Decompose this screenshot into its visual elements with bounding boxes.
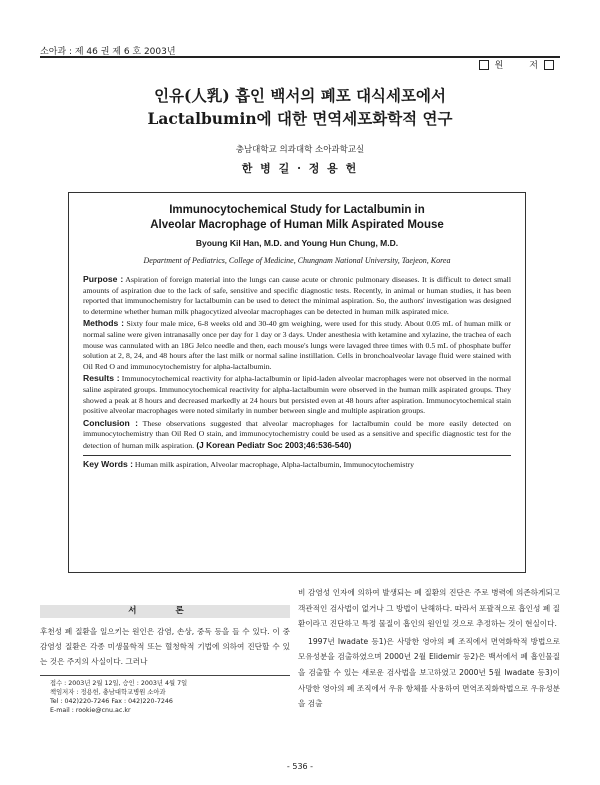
footnote xyxy=(40,675,290,715)
abstract-results xyxy=(83,373,511,416)
abstract-keywords xyxy=(83,459,511,471)
footnote-email: E-mail : rookie@cnu.ac.kr xyxy=(50,707,131,714)
english-title-line1: Immunocytochemical Study for Lactalbumin in xyxy=(169,204,425,216)
footnote-dates: 접수 : 2003년 2월 12일, 승인 : 2003년 4월 7일 xyxy=(50,680,188,687)
keywords-label: Key Words : xyxy=(83,458,133,469)
footnote-phone: Tel : 042)220-7246 Fax : 042)220-7246 xyxy=(50,698,173,705)
conclusion-label: Conclusion : xyxy=(83,417,138,428)
article-type xyxy=(479,58,554,71)
methods-text: Sixty four male mice, 6-8 weeks old and 30-40 gm weighing, were used for this study. About 0.05 mL of human milk or normal saline were given intranasally once per day for 1 day or 3 days. Under anesthesia with ketamine and xylazine, the trachea of each mouse was cannulated with an 18G Jelco needle and then, each mouse's lungs were lavaged three times with 0.5 mL of phosphate buffer solution at 2, 8, 24, and 48 hours after the last milk or normal saline instillation. Cells in bronchoalveolar lavage fluid were stained with Oil Red O and immunocytochemistry for alpha-lactalbumin. xyxy=(83,319,511,371)
methods-label: Methods : xyxy=(83,318,125,329)
abstract-box xyxy=(68,192,526,573)
abstract-conclusion xyxy=(83,418,511,452)
footnote-corresponding: 책임저자 : 정용헌, 충남대학교병원 소아과 xyxy=(50,689,166,696)
conclusion-text: These observations suggested that alveolar macrophages for lactalbumin could be more easily detected on immunocytochemistry than Oil Red O stain, and immunocytochemistry could be used as a sensitive and specific diagnostic test for the detection of human milk aspiration. xyxy=(83,418,511,450)
abstract-purpose xyxy=(83,274,511,317)
checkbox-original-end xyxy=(544,60,554,70)
journal-header: 소아과 : 제 46 권 제 6 호 2003년 xyxy=(40,47,176,57)
article-type-left: 원 xyxy=(494,61,504,71)
right-column xyxy=(298,585,560,714)
left-column xyxy=(40,593,290,715)
korean-title xyxy=(40,84,560,130)
article-type-right: 저 xyxy=(529,61,538,71)
keywords-text: Human milk aspiration, Alveolar macrophage, Alpha-lactalbumin, Immunocytochemistry xyxy=(132,459,415,469)
intro-heading: 서 론 xyxy=(40,605,290,618)
results-text: Immunocytochemical reactivity for alpha-lactalbumin or lipid-laden alveolar macrophages were not observed in the normal saline aspirated groups. Immunocytochemical reactivity for alpha-lactalbumin were observed in the human milk aspirated groups. They showed a peak at 8 hours and decreased markedly at 24 hours but persisted even at 48 hours after aspiration. Immunocytochemical stain positive alveolar macrophages were noted similarly in number between single and multiple aspiration groups. xyxy=(83,374,511,416)
results-label: Results : xyxy=(83,373,120,384)
purpose-label: Purpose : xyxy=(83,274,124,284)
korean-title-line1: 인유(人乳) 흡인 백서의 폐포 대식세포에서 xyxy=(154,86,446,105)
korean-affiliation: 충남대학교 의과대학 소아과학교실 xyxy=(235,145,365,155)
abstract-methods xyxy=(83,318,511,372)
korean-authors: 한 병 길 · 정 용 헌 xyxy=(241,162,359,175)
intro-right-paragraph-1: 비 감염성 인자에 의하여 발생되는 폐 질환의 진단은 주로 병력에 의존하게되고 객관적인 검사법이 없거나 그 방법이 난해하다. 따라서 포괄적으로 흡인성 폐 질환이라고 진단하고 특정 물질이 흡인의 원인일 것으로 추정하는 것이 현실이다. xyxy=(298,588,560,629)
intro-right-paragraph-2: 1997년 Iwadate 등1)은 사망한 영아의 폐 조직에서 면역화학적 방법으로 모유성분을 검출하였으며 2000년 2월 Elidemir 등2)은 백서에서 폐 흡인물질을 검출할 수 있는 새로운 검사법을 보고하였고 2000년 5월 Iwadate 등3)이 사망한 영아의 폐 조직에서 우유 항체를 사용하여 면역조직화학법으로 우유성분을 검출 xyxy=(298,636,560,709)
english-authors: Byoung Kil Han, M.D. and Young Hun Chung, M.D. xyxy=(195,238,399,248)
page-number: - 536 - xyxy=(286,762,314,771)
keywords-rule xyxy=(83,455,511,456)
citation: (J Korean Pediatr Soc 2003;46:536-540) xyxy=(194,439,352,450)
intro-left-paragraph: 후천성 폐 질환을 일으키는 원인은 감염, 손상, 중독 등을 들 수 있다. 이 중 감염성 질환은 각종 미생물학적 또는 혈청학적 기법에 의하여 진단할 수 있는 것은 주지의 사실이다. 그러나 xyxy=(40,627,290,666)
purpose-text: Aspiration of foreign material into the lungs can cause acute or chronic pulmonary diseases. It is difficult to detect small amounts of aspiration due to the lack of safe, sensitive and specific diagnostic tests. Recently, in animal or human studies, it has been reported that immunochemistry for lactalbumin can be used to detect the minimal aspiration. So, the authors' investigation was designed to determine whether human milk phagocytized alveolar macrophages can be detected in human milk aspirated mice. xyxy=(83,275,511,316)
english-title-line2: Alveolar Macrophage of Human Milk Aspirated Mouse xyxy=(150,219,444,231)
korean-title-line2: Lactalbumin에 대한 면역세포화학적 연구 xyxy=(147,109,453,128)
english-department: Department of Pediatrics, College of Medicine, Chungnam National University, Taejeon, Korea xyxy=(143,256,451,265)
checkbox-original xyxy=(479,60,489,70)
english-title xyxy=(83,203,511,233)
